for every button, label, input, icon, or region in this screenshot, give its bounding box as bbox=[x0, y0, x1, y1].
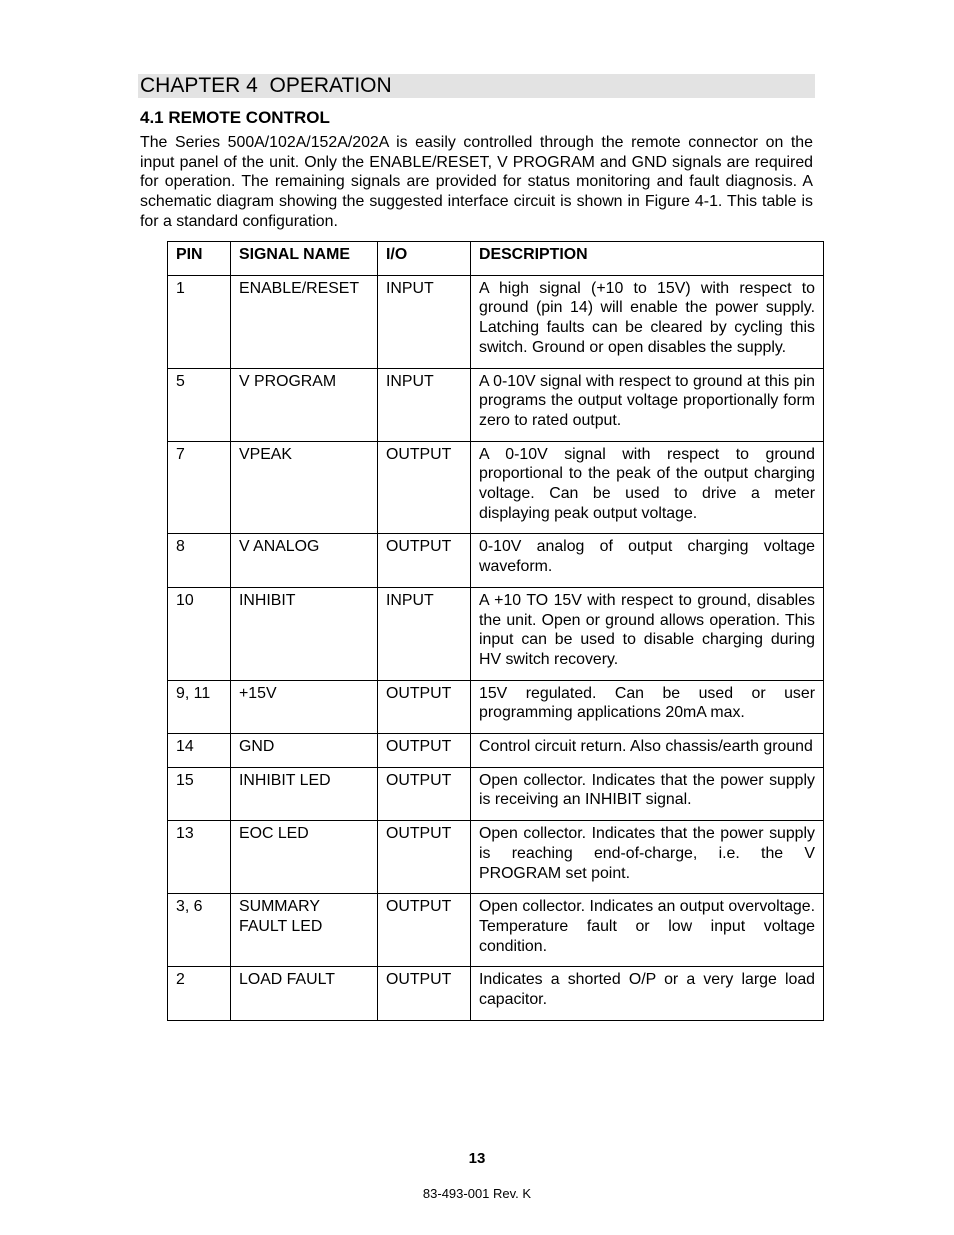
description-cell: A high signal (+10 to 15V) with respect to ground (pin 14) will enable the power supply. Latching faults can be cleared by cycling this switch. Ground or open disables the supply. bbox=[471, 275, 824, 368]
signal-name-cell: EOC LED bbox=[231, 821, 378, 894]
description-cell: A 0-10V signal with respect to ground at this pin programs the output voltage proportionally form zero to rated output. bbox=[471, 368, 824, 441]
pin-cell: 15 bbox=[168, 767, 231, 820]
signal-name-cell: INHIBIT bbox=[231, 587, 378, 680]
io-cell: OUTPUT bbox=[378, 534, 471, 587]
description-cell: Open collector. Indicates an output overvoltage. Temperature fault or low input voltage condition. bbox=[471, 894, 824, 967]
signal-table bbox=[167, 241, 824, 1021]
pin-cell: 13 bbox=[168, 821, 231, 894]
description-cell: Open collector. Indicates that the power supply is reaching end-of-charge, i.e. the V PROGRAM set point. bbox=[471, 821, 824, 894]
table-row bbox=[168, 767, 824, 820]
table-row bbox=[168, 734, 824, 768]
document-id: 83-493-001 Rev. K bbox=[422, 1186, 532, 1201]
signal-name-cell: +15V bbox=[231, 680, 378, 733]
pin-cell: 7 bbox=[168, 441, 231, 534]
io-cell: OUTPUT bbox=[378, 967, 471, 1020]
io-cell: OUTPUT bbox=[378, 441, 471, 534]
intro-paragraph: The Series 500A/102A/152A/202A is easily controlled through the remote connector on the input panel of the unit. Only the ENABLE/RESET, V PROGRAM and GND signals are required for operation. The remaining signals are provided for status monitoring and fault diagnosis. A schematic diagram showing the suggested interface circuit is shown in Figure 4-1. This table is for a standard configuration. bbox=[140, 134, 813, 230]
description-cell: A 0-10V signal with respect to ground proportional to the peak of the output charging voltage. Can be used to drive a meter displaying peak output voltage. bbox=[471, 441, 824, 534]
header-pin: PIN bbox=[168, 242, 231, 276]
signal-name-cell: GND bbox=[231, 734, 378, 768]
table-header-row bbox=[168, 242, 824, 276]
chapter-title: CHAPTER 4 OPERATION bbox=[138, 74, 815, 98]
pin-cell: 3, 6 bbox=[168, 894, 231, 967]
pin-cell: 8 bbox=[168, 534, 231, 587]
page-number: 13 bbox=[468, 1150, 486, 1167]
signal-name-cell: INHIBIT LED bbox=[231, 767, 378, 820]
io-cell: OUTPUT bbox=[378, 734, 471, 768]
signal-name-cell: V PROGRAM bbox=[231, 368, 378, 441]
table-row bbox=[168, 680, 824, 733]
table-row bbox=[168, 821, 824, 894]
io-cell: OUTPUT bbox=[378, 821, 471, 894]
table-row bbox=[168, 894, 824, 967]
description-cell: Indicates a shorted O/P or a very large load capacitor. bbox=[471, 967, 824, 1020]
header-signal-name: SIGNAL NAME bbox=[231, 242, 378, 276]
description-cell: A +10 TO 15V with respect to ground, disables the unit. Open or ground allows operation. This input can be used to disable charging during HV switch recovery. bbox=[471, 587, 824, 680]
pin-cell: 14 bbox=[168, 734, 231, 768]
header-description: DESCRIPTION bbox=[471, 242, 824, 276]
io-cell: OUTPUT bbox=[378, 680, 471, 733]
io-cell: INPUT bbox=[378, 275, 471, 368]
description-cell: Open collector. Indicates that the power supply is receiving an INHIBIT signal. bbox=[471, 767, 824, 820]
pin-cell: 1 bbox=[168, 275, 231, 368]
io-cell: INPUT bbox=[378, 368, 471, 441]
signal-name-cell: SUMMARY FAULT LED bbox=[231, 894, 378, 967]
signal-name-cell: V ANALOG bbox=[231, 534, 378, 587]
signal-name-cell: LOAD FAULT bbox=[231, 967, 378, 1020]
table-row bbox=[168, 275, 824, 368]
table-row bbox=[168, 587, 824, 680]
pin-cell: 9, 11 bbox=[168, 680, 231, 733]
table-row bbox=[168, 967, 824, 1020]
table-row bbox=[168, 534, 824, 587]
io-cell: INPUT bbox=[378, 587, 471, 680]
description-cell: 15V regulated. Can be used or user programming applications 20mA max. bbox=[471, 680, 824, 733]
table-row bbox=[168, 368, 824, 441]
signal-name-cell: VPEAK bbox=[231, 441, 378, 534]
pin-cell: 2 bbox=[168, 967, 231, 1020]
header-io: I/O bbox=[378, 242, 471, 276]
table-row bbox=[168, 441, 824, 534]
pin-cell: 10 bbox=[168, 587, 231, 680]
section-title: 4.1 REMOTE CONTROL bbox=[140, 108, 330, 127]
description-cell: 0-10V analog of output charging voltage waveform. bbox=[471, 534, 824, 587]
pin-cell: 5 bbox=[168, 368, 231, 441]
io-cell: OUTPUT bbox=[378, 767, 471, 820]
description-cell: Control circuit return. Also chassis/earth ground bbox=[471, 734, 824, 768]
signal-name-cell: ENABLE/RESET bbox=[231, 275, 378, 368]
io-cell: OUTPUT bbox=[378, 894, 471, 967]
